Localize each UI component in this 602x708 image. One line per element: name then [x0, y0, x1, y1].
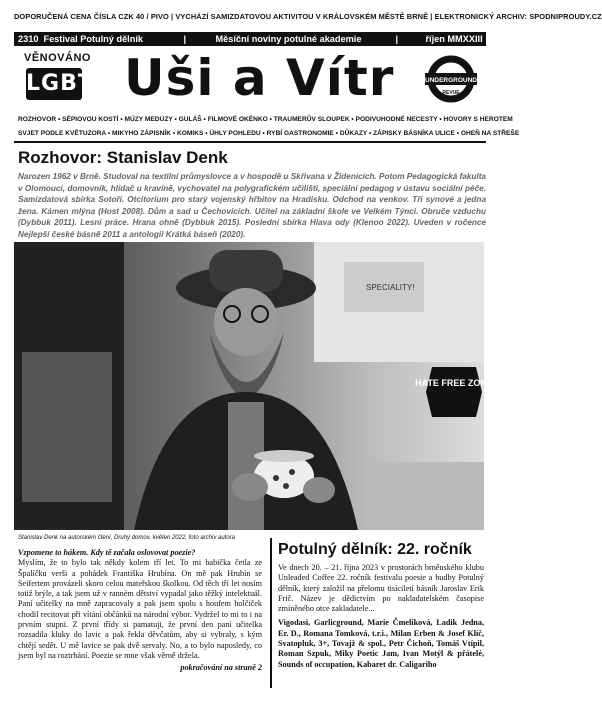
category-link[interactable]: HOVORY S HEROTEM — [443, 116, 513, 123]
category-separator: • — [437, 116, 444, 123]
issue-bar: 2310 Festival Potulný dělník | Měsíční noviny potulné akademie | říjen MMXXIII — [14, 32, 486, 46]
interview-photo — [14, 242, 493, 530]
underground-roundel-icon — [424, 52, 478, 106]
category-link[interactable]: MIKYHO ZÁPISNÍK — [112, 130, 172, 137]
masthead — [14, 50, 486, 108]
category-nav-row-2 — [18, 130, 520, 137]
category-link[interactable]: DŮKAZY — [339, 130, 368, 137]
category-nav-row-1 — [18, 116, 513, 123]
photo-caption: Stanislav Denk na autorském čtení, Druhý domov, květen 2022, foto archiv autora — [18, 535, 236, 541]
category-link[interactable]: SÉPIOVOU KOSTÍ — [62, 116, 119, 123]
category-link[interactable]: ÚHLY POHLEDU — [209, 130, 261, 137]
category-link[interactable]: ROZHOVOR — [18, 116, 57, 123]
festival-performers: Vigodasi, Garlicground, Marie Čmelíková, Ladik Jedna, Er. D., Romana Tomková, t.r.i., Milan Erben & Josef Klíč, Svatopluk, 3+, Tovajž & spol., Petr Čichoň, Tomáš Vtípil, Roman Szpuk, Miky Poetic Jam, Ivan Motýl & přátelé, Sounds of occupation, Kabaret dr. Caligariho — [278, 618, 484, 669]
category-separator: • — [349, 116, 356, 123]
festival-label: Festival Potulný dělník — [43, 34, 144, 44]
category-separator: • — [267, 116, 274, 123]
category-link[interactable]: MÚZY MEDÚZY — [124, 116, 173, 123]
category-separator: • — [333, 130, 340, 137]
category-separator: • — [367, 130, 374, 137]
dedication-text: VĚNOVÁNO — [24, 52, 91, 64]
category-link[interactable]: FILMOVÉ OKÉNKO — [207, 116, 268, 123]
category-separator: • — [118, 116, 125, 123]
newspaper-title: Uši a Vítr — [124, 49, 395, 107]
continued-link[interactable]: pokračování na straně 2 — [180, 663, 262, 673]
roundel-text: UNDERGROUND — [425, 77, 477, 84]
category-link[interactable]: OHEŇ NA STŘEŠE — [460, 130, 520, 137]
top-strip — [14, 12, 602, 21]
price-text: DOPORUČENÁ CENA ČÍSLA CZK 40 / PIVO — [14, 12, 169, 21]
archive-link[interactable]: ELEKTRONICKÝ ARCHIV: SPODNIPROUDY.CZ — [434, 12, 602, 21]
interview-column — [18, 548, 262, 674]
issue-subtitle: Měsíční noviny potulné akademie — [215, 34, 362, 44]
category-separator: • — [203, 130, 210, 137]
hate-free-zone-sign: HATE FREE ZONE — [415, 378, 493, 388]
separator: | — [171, 12, 176, 21]
photo-label: SPECIALITY! — [366, 283, 415, 292]
interview-question: Vzpomene to hákem. Kdy tě začala oslovovat poezie? — [18, 548, 196, 557]
category-link[interactable]: RYBÍ GASTRONOMIE — [266, 130, 334, 137]
publisher-text: VYCHÁZÍ SAMIZDATOVOU AKTIVITOU V KRÁLOVSKÉM MĚSTĚ BRNĚ — [175, 12, 429, 21]
category-link[interactable]: PODIVUHODNÉ NECESTY — [355, 116, 438, 123]
roundel-sub: REVUE — [442, 90, 460, 96]
lgbt-logo — [24, 52, 94, 104]
issue-number: 2310 — [18, 34, 39, 44]
category-link[interactable]: TRAUMERŮV SLOUPEK — [273, 116, 350, 123]
festival-headline: Potulný dělník: 22. ročník — [278, 541, 472, 558]
divider — [14, 141, 486, 143]
category-link[interactable]: ZÁPISKY BÁSNÍKA ULICE — [373, 130, 455, 137]
lgbt-logo-mark: LGBT — [26, 68, 82, 100]
category-link[interactable]: GULÁŠ — [178, 116, 202, 123]
interview-lead: Narozen 1962 v Brně. Studoval na textilní průmyslovce a v hospodě u Skřivana v Židenicích. Potom Pedagogická fakulta v Olomouci, domovník, hlídač u kravíně, vychovatel na polygrafickém učilišti, speciální pedagog v ústavu sociální péče. Samizdatová sbírka Sotoři. Otcitorium pro starý vojenský hřbitov na Hradisku. Odchod na venkov. Tři synové a jedna žena. Kámen mlýna (Host 2008). Dům a sad u Čechovicích. Učitel na základní škole ve Velkém Týnci. Obruče vzduchu (Dybbuk 2011). Lesní práce. Hrana ohně (Dybbuk 2015). Poslední sbírka Hlava ody (Klenoo 2022). Uveden v ročence Nejlepší české básně 2011 a antologii Krátká báseň (2020). — [18, 172, 486, 239]
category-separator: • — [56, 116, 63, 123]
interview-headline: Rozhovor: Stanislav Denk — [18, 148, 228, 167]
interview-answer: Myslím, že to bylo tak někdy kolem tří let. To mi babička četla ze Špalíčku verši a pohádek Františka Hrubína. On mě pak Hrubín se Seifertem provázeli skoro celou mateřskou školkou. Od těch tří let nosím totiž brýle, a tak jsem už v ranném dětství vypadal jako těžký intelektuál. Paní učitelky na mně zapracovaly a pak jsem spolu s houfem holčiček chodil recitovat při vítání občánků na národní výbor. Vydržel to mi to i na prvním stupni. Z první třídy si pamatuji, že první den paní učitelka rozsadila kluky do lavic a pak řekla děvčatům, aby si vybraly, s kým chtějí sedět. U mě lavice se pak dvě servaly. No, a to bylo naposledy, co jsem byl na roztrhání. Poezie se mne však věrně držela. — [18, 558, 262, 660]
column-divider — [270, 538, 272, 688]
festival-text: Ve dnech 20. – 21. října 2023 v prostorách brněnského klubu Unleaded Coffee 22. ročník festivalu poesie a hudby Potulný dělník, který založil na přelomu tisíciletí básník Jaroslav Erik Frič. Název je dědictvím po nakladatelském časopise zmíněného otce zakladatele... — [278, 563, 484, 614]
separator: | — [430, 12, 435, 21]
category-link[interactable]: SVJET PODLE KVĚTUZORA — [18, 130, 107, 137]
category-separator: • — [172, 116, 179, 123]
category-separator: • — [106, 130, 113, 137]
category-separator: • — [260, 130, 267, 137]
issue-date: říjen MMXXIII — [425, 34, 483, 44]
category-separator: • — [201, 116, 208, 123]
category-separator: • — [171, 130, 178, 137]
festival-column — [278, 541, 484, 670]
category-separator: • — [454, 130, 461, 137]
category-link[interactable]: KOMIKS — [177, 130, 204, 137]
